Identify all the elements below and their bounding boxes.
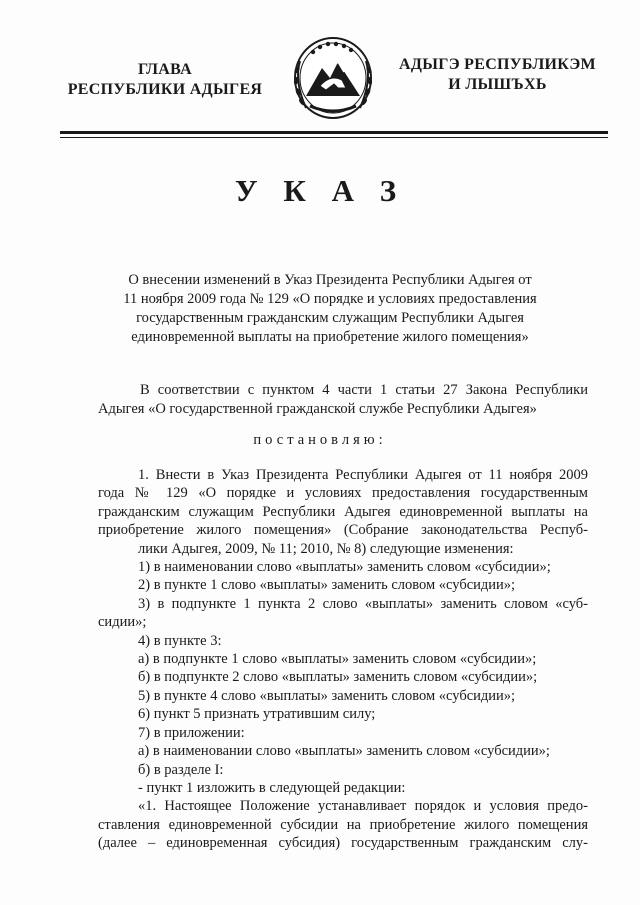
list-item: 6) пункт 5 признать утратившим силу;: [138, 706, 376, 723]
list-item: 5) в пункте 4 слово «выплаты» заменить словом «субсидии»;: [138, 687, 516, 704]
coat-of-arms-icon: [280, 26, 386, 124]
body-line: лики Адыгея, 2009, № 11; 2010, № 8) следующие изменения:: [138, 540, 514, 557]
header-right-line2: И ЛЫШЪХЬ: [448, 76, 547, 93]
list-item: 2) в пункте 1 слово «выплаты» заменить словом «субсидии»;: [138, 577, 516, 594]
list-item: 3) в подпункте 1 пункта 2 слово «выплаты» заменить словом «суб-: [138, 595, 588, 612]
list-subitem: б) в разделе I:: [138, 761, 224, 778]
document-subject: [100, 271, 560, 347]
body-line: приобретение жилого помещения» (Собрание законодательства Респуб-: [98, 522, 588, 539]
body-line: гражданским служащим Республики Адыгея единовременной выплаты на: [98, 503, 588, 520]
quoted-line: ставления единовременной субсидии на приобретение жилого помещения: [98, 816, 588, 833]
header-left-line2: РЕСПУБЛИКИ АДЫГЕЯ: [67, 81, 263, 98]
subject-line: единовременной выплаты на приобретение жилого помещения»: [131, 329, 529, 345]
list-subitem: а) в подпункте 1 слово «выплаты» заменить словом «субсидии»;: [138, 651, 537, 668]
list-subitem: б) в подпункте 2 слово «выплаты» заменить словом «субсидии»;: [138, 669, 538, 686]
body-line: 1. Внести в Указ Президента Республики Адыгея от 11 ноября 2009: [138, 467, 588, 483]
body-line: года № 129 «О порядке и условиях предоставления государственным: [98, 485, 588, 502]
subject-line: О внесении изменений в Указ Президента Республики Адыгея от: [128, 272, 532, 288]
header-left-line1: ГЛАВА: [138, 61, 192, 78]
preamble-line: Адыгея «О государственной гражданской службе Республики Адыгея»: [98, 400, 537, 417]
preamble-line: В соответствии с пунктом 4 части 1 статьи 27 Закона Республики: [140, 382, 588, 398]
document-body: [98, 466, 588, 853]
header-right: [395, 55, 600, 95]
header-rule-thin: [60, 137, 608, 138]
list-item: 7) в приложении:: [138, 724, 245, 741]
subject-line: государственным гражданским служащим Республики Адыгея: [136, 310, 524, 326]
list-subitem: а) в наименовании слово «выплаты» заменить словом «субсидии»;: [138, 743, 550, 760]
header-rule-thick: [60, 131, 608, 134]
list-item-continued: сидии»;: [98, 614, 147, 631]
header-left: [50, 60, 280, 100]
document-title: У К А З: [234, 173, 406, 208]
list-item: 1) в наименовании слово «выплаты» заменить словом «субсидии»;: [138, 559, 551, 576]
decree-word: постановляю:: [253, 432, 387, 448]
list-dash-item: - пункт 1 изложить в следующей редакции:: [138, 779, 406, 796]
quoted-line: «1. Настоящее Положение устанавливает порядок и условия предо-: [138, 798, 588, 815]
preamble: [98, 381, 588, 418]
subject-line: 11 ноября 2009 года № 129 «О порядке и условиях предоставления: [123, 291, 537, 307]
header-right-line1: АДЫГЭ РЕСПУБЛИКЭМ: [399, 56, 596, 73]
list-item: 4) в пункте 3:: [138, 632, 222, 649]
quoted-line: (далее – единовременная субсидия) государственным гражданским слу-: [98, 835, 588, 852]
